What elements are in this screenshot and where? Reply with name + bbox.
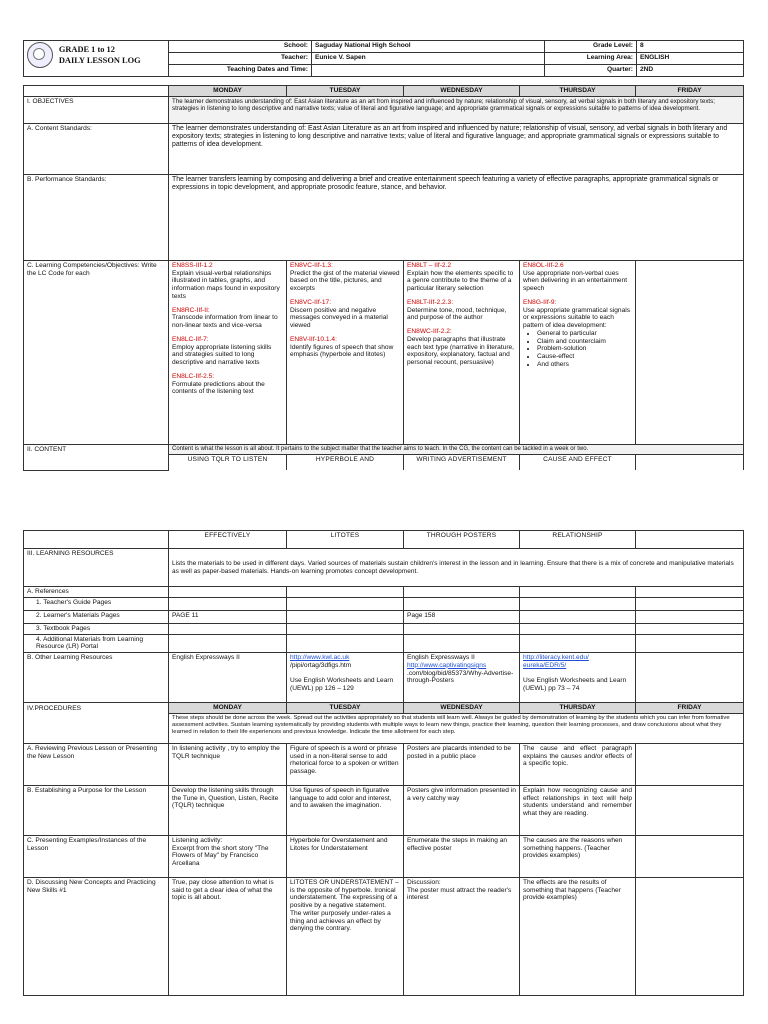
resource-row-label: 1. Teacher's Guide Pages: [24, 597, 169, 610]
grade-value: 8: [637, 41, 744, 53]
day-wednesday-2: WEDNESDAY: [404, 703, 520, 714]
procedure-cell: LITOTES OR UNDERSTATEMENT – is the opposite of hyperbole. Ironical understatement. The expressing of a positive by a negative statement. The writer purposely under-rates a thing and achieves an effect by denying the contrary.: [287, 877, 404, 995]
procedure-cell: Explain how recognizing cause and effect relationships in text will help students understand and remember what they are reading.: [520, 785, 636, 835]
resource-cell: [636, 623, 744, 634]
resource-cell: [520, 634, 636, 653]
day-header-blank: [24, 86, 169, 97]
competency-text: Explain how the elements specific to a genre contribute to the theme of a particular literary selection: [407, 269, 514, 293]
resource-cell: [287, 610, 404, 623]
page-2: [0, 510, 768, 1024]
idea-pattern-list: [523, 330, 632, 369]
list-item: • Claim and counterclaim: [537, 338, 632, 346]
resource-cell: [404, 634, 520, 653]
competency-text: Identify figures of speech that show emphasis (hyperbole and litotes): [290, 343, 394, 359]
resource-cell: [287, 597, 404, 610]
competency-text: Develop paragraphs that illustrate each text type (narrative in literature, expository, explanatory, factual and personal recount, persuasive): [407, 335, 515, 367]
resource-cell: [287, 634, 404, 653]
resource-cell: [636, 597, 744, 610]
deped-seal-icon: [27, 42, 53, 68]
resource-link-path[interactable]: eureka/EDR/5/: [523, 661, 567, 669]
competency-item: [407, 262, 516, 293]
resource-link[interactable]: http://www.captivatingsigns: [407, 661, 487, 669]
competency-code: EN8OL-IIf-2.6: [523, 261, 564, 269]
procedure-cell: In listening activity , try to employ the TQLR technique: [169, 743, 287, 785]
procedure-cell: [636, 743, 744, 785]
other-resource-friday: [636, 653, 744, 703]
competency-code: EN8LT – IIf-2.2: [407, 261, 452, 269]
day-friday: FRIDAY: [636, 86, 744, 97]
topic-thursday: CAUSE AND EFFECT: [520, 454, 636, 470]
competency-text: Determine tone, mood, technique, and purpose of the author: [407, 306, 507, 322]
resource-cell: [636, 610, 744, 623]
other-resource-tuesday: [287, 653, 404, 703]
competency-text: Use appropriate grammatical signals or expressions suitable to each pattern of idea development:: [523, 306, 631, 330]
resource-text: Use English Worksheets and Learn (UEWL) pp 126 – 129: [290, 677, 394, 693]
references-cell: [636, 587, 744, 598]
list-item: • Cause-effect: [537, 353, 632, 361]
dates-label: Teaching Dates and Time:: [169, 65, 312, 77]
procedure-cell: Develop the listening skills through the Tune in, Question, Listen, Recite (TQLR) technique: [169, 785, 287, 835]
resource-link-path: .com/blog/bid/85373/Why-Advertise-through-Posters: [407, 669, 514, 685]
performance-standards-label: B. Performance Standards:: [24, 174, 169, 260]
resource-row-label: 3. Textbook Pages: [24, 623, 169, 634]
procedure-cell: Posters give information presented in a very catchy way: [404, 785, 520, 835]
procedure-cell: Figure of speech is a word or phrase used in a non-literal sense to add rhetorical force to a spoken or written passage.: [287, 743, 404, 785]
competency-code: EN8WC-IIf-2.2:: [407, 328, 452, 336]
performance-standards-text: The learner transfers learning by composing and delivering a brief and creative entertainment speech featuring a variety of effective paragraphs, appropriate grammatical signals or expressions in topic development, and appropriate prosodic feature, stance, and behavior.: [169, 174, 744, 260]
topic-wednesday-cont: THROUGH POSTERS: [404, 531, 520, 549]
competency-code: EN8SS-IIf-1.2: [172, 261, 213, 269]
resource-cell: [520, 597, 636, 610]
area-value: ENGLISH: [637, 53, 744, 65]
school-label: School:: [169, 41, 312, 53]
resource-cell: [520, 623, 636, 634]
topic-tuesday: HYPERBOLE AND: [287, 454, 404, 470]
references-cell: [404, 587, 520, 598]
competency-code: EN8LT-IIf-2.2.3:: [407, 298, 454, 306]
competency-text: Transcode information from linear to non-linear texts and vice-versa: [172, 314, 278, 330]
procedure-cell: Enumerate the steps in making an effective poster: [404, 835, 520, 877]
competencies-monday: [169, 260, 287, 444]
competency-code: EN8VC-IIf-1.3:: [290, 261, 333, 269]
resource-row-label: 4. Additional Materials from Learning Resource (LR) Portal: [24, 634, 169, 653]
content-standards-text: The learner demonstrates understanding of: East Asian Literature as an art from inspired and influenced by nature; relationship of visual, sensory, ad verbal signals in both literary and expository texts; strategies in listening to long descriptive and narrative texts; value of literal and figurative language; and appropriate grammatical signals or expressions suitable to patterns of idea development.: [169, 123, 744, 174]
resource-text: Use English Worksheets and Learn (UEWL) pp 73 – 74: [523, 677, 627, 693]
topic-friday: [636, 454, 744, 470]
competency-item: [172, 336, 283, 367]
competency-item: [523, 299, 632, 330]
day-monday: MONDAY: [169, 86, 287, 97]
school-value: Saguday National High School: [312, 41, 545, 53]
resource-link-path: /pipi/ortag/3dfigs.htm: [290, 661, 352, 669]
other-resource-thursday: [520, 653, 636, 703]
competency-item: [407, 299, 516, 322]
references-cell: [287, 587, 404, 598]
objectives-note: The learner demonstrates understanding of: East Asian literature as an art from inspired and influenced by nature; relationship of visual, sensory, ad verbal signals in both literary and expository texts; strategies in listening to long descriptive and narrative texts; value of literal and figurative language; and appropriate grammatical signals or expressions suitable to patterns of idea development.: [169, 96, 744, 123]
competency-text: Discern positive and negative messages conveyed in a material viewed: [290, 306, 388, 330]
references-cell: [520, 587, 636, 598]
objectives-label: I. OBJECTIVES: [24, 96, 169, 123]
topic-monday: USING TQLR TO LISTEN: [169, 454, 287, 470]
competency-item: [523, 262, 632, 293]
quarter-label: Quarter:: [545, 65, 637, 77]
competency-item: [172, 307, 283, 330]
topic-wednesday: WRITING ADVERTISEMENT: [404, 454, 520, 470]
resource-cell: [636, 634, 744, 653]
procedure-cell: Posters are placards intended to be posted in a public place: [404, 743, 520, 785]
resource-cell: [169, 597, 287, 610]
procedure-cell: [636, 785, 744, 835]
procedures-label: IV.PROCEDURES: [24, 703, 169, 744]
resource-cell: [520, 610, 636, 623]
main-table-page-2: [23, 530, 744, 996]
content-note: Content is what the lesson is all about. It pertains to the subject matter that the teacher aims to teach. In the CG, the content can be tackled in a week or two.: [169, 444, 744, 454]
procedures-note: These steps should be done across the week. Spread out the activities appropriately so that students will learn well. Always be guided by demonstration of learning by the students which you can infer from formative assessment activities. Sustain learning systematically by providing students with multiple ways to learn new things, practice their learning, question their learning processes, and draw conclusions about what they learned in relation to their life experiences and previous knowledge. Indicate the time allotment for each step.: [169, 713, 744, 743]
competency-item: [290, 299, 400, 330]
resource-cell: [404, 597, 520, 610]
other-resource-monday: English Expressways II: [169, 653, 287, 703]
topic-thursday-cont: RELATIONSHIP: [520, 531, 636, 549]
competency-code: EN8LC-IIf-2.5:: [172, 372, 215, 380]
title-line-1: GRADE 1 to 12: [58, 44, 115, 54]
content-label: II. CONTENT: [24, 444, 169, 470]
resource-row-label: 2. Learner's Materials Pages: [24, 610, 169, 623]
procedure-cell: [636, 835, 744, 877]
resource-text: English Expressways II: [407, 654, 475, 662]
day-tuesday-2: TUESDAY: [287, 703, 404, 714]
procedure-cell: The effects are the results of something that happens (Teacher provide examples): [520, 877, 636, 995]
competency-text: Use appropriate non-verbal cues when delivering in an entertainment speech: [523, 269, 628, 293]
day-friday-2: FRIDAY: [636, 703, 744, 714]
competency-item: [172, 262, 283, 301]
day-monday-2: MONDAY: [169, 703, 287, 714]
procedure-label-c: C. Presenting Examples/Instances of the Lesson: [24, 835, 169, 877]
procedure-label-b: B. Establishing a Purpose for the Lesson: [24, 785, 169, 835]
references-label: A. References: [24, 587, 169, 598]
competency-code: EN8RC-IIf-II:: [172, 306, 210, 314]
day-tuesday: TUESDAY: [287, 86, 404, 97]
other-resources-label: B. Other Learning Resources: [24, 653, 169, 703]
procedure-cell: The causes are the reasons when something happens. (Teacher provides examples): [520, 835, 636, 877]
procedure-label-d: D. Discussing New Concepts and Practicing New Skills #1: [24, 877, 169, 995]
competency-text: Predict the gist of the material viewed based on the title, pictures, and excerpts: [290, 269, 400, 293]
teacher-value: Eunice V. Sapen: [312, 53, 545, 65]
day-thursday-2: THURSDAY: [520, 703, 636, 714]
page-1: [0, 0, 768, 490]
procedure-cell: [636, 877, 744, 995]
day-wednesday: WEDNESDAY: [404, 86, 520, 97]
competencies-thursday: [520, 260, 636, 444]
list-item: • Problem-solution: [537, 345, 632, 353]
competency-code: EN8G-IIf-9:: [523, 298, 557, 306]
competencies-tuesday: [287, 260, 404, 444]
competency-text: Employ appropriate listening skills and strategies suited to long descriptive and narrative texts: [172, 343, 272, 367]
grade-label: Grade Level:: [545, 41, 637, 53]
content-standards-label: A. Content Standards:: [24, 123, 169, 174]
area-label: Learning Area:: [545, 53, 637, 65]
competency-code: EN8V-IIf-10.1.4:: [290, 335, 337, 343]
resource-cell: [169, 623, 287, 634]
references-cell: [169, 587, 287, 598]
procedure-cell: The cause and effect paragraph explains the causes and/or effects of a specific topic.: [520, 743, 636, 785]
competency-code: EN8LC-IIf-7:: [172, 335, 209, 343]
learning-resources-label: III. LEARNING RESOURCES: [24, 549, 169, 587]
competency-text: Formulate predictions about the contents of the listening text: [172, 380, 265, 396]
competencies-friday: [636, 260, 744, 444]
learning-resources-note: Lists the materials to be used in different days. Varied sources of materials sustain children's interest in the lesson and in learning. Ensure that there is a mix of concrete and manipulative materials as well as paper-based materials. Hands-on learning promotes concept development.: [169, 549, 744, 587]
resource-cell: [287, 623, 404, 634]
competency-text: Explain visual-verbal relationships illustrated in tables, graphs, and information maps found in expository texts: [172, 269, 280, 300]
procedure-cell: Discussion: The poster must attract the reader's interest: [404, 877, 520, 995]
topic-monday-cont: EFFECTIVELY: [169, 531, 287, 549]
list-item: • And others: [537, 361, 632, 369]
competency-item: [407, 328, 516, 367]
teacher-label: Teacher:: [169, 53, 312, 65]
competency-item: [172, 373, 283, 396]
title-line-2: DAILY LESSON LOG: [58, 56, 141, 65]
competencies-label: C. Learning Competencies/Objectives: Write the LC Code for each: [24, 260, 169, 444]
topic-friday-cont: [636, 531, 744, 549]
competencies-wednesday: [404, 260, 520, 444]
procedure-cell: True, pay close attention to what is said to get a clear idea of what the topic is all about.: [169, 877, 287, 995]
resource-cell: PAGE 11: [169, 610, 287, 623]
content-continued-blank: [24, 531, 169, 549]
list-item: • General to particular: [537, 330, 632, 338]
procedure-cell: Listening activity: Excerpt from the short story "The Flowers of May" by Francisco Arcellana: [169, 835, 287, 877]
resource-link[interactable]: http://www.kwl.ac.uk: [290, 654, 350, 662]
dates-value: [312, 65, 545, 77]
competency-item: [290, 336, 400, 359]
topic-tuesday-cont: LITOTES: [287, 531, 404, 549]
day-thursday: THURSDAY: [520, 86, 636, 97]
competency-code: EN8VC-IIf-17:: [290, 298, 332, 306]
procedure-label-a: A. Reviewing Previous Lesson or Presenting the New Lesson: [24, 743, 169, 785]
main-table-page-1: [23, 85, 744, 471]
resource-link[interactable]: http://literacy.kent.edu/: [523, 654, 589, 662]
other-resource-wednesday: [404, 653, 520, 703]
resource-cell: [169, 634, 287, 653]
competency-item: [290, 262, 400, 293]
log-title: [59, 44, 141, 67]
resource-cell: Page 158: [404, 610, 520, 623]
title-block: [24, 41, 169, 77]
resource-cell: [404, 623, 520, 634]
header-table: [23, 40, 744, 77]
procedure-cell: Hyperbole for Overstatement and Litotes for Understatement: [287, 835, 404, 877]
quarter-value: 2ND: [637, 65, 744, 77]
procedure-cell: Use figures of speech in figurative language to add color and interest, and to awaken the imagination.: [287, 785, 404, 835]
